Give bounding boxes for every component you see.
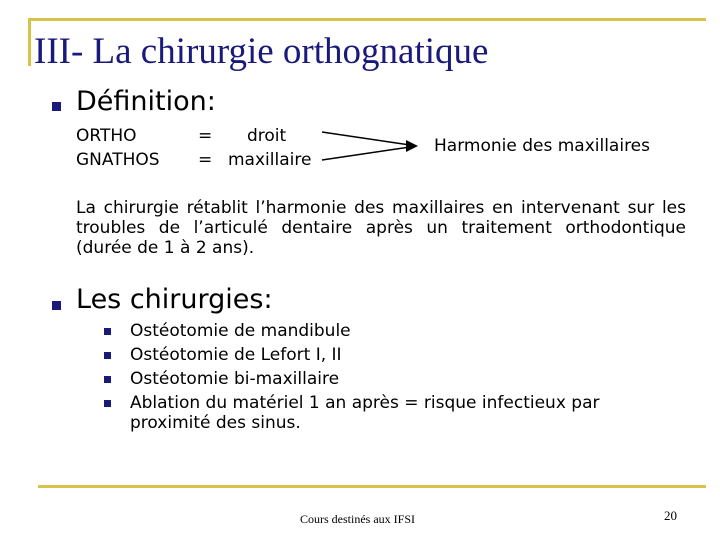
bullet-square-icon [52,301,61,310]
gnathos-equals: = [198,150,213,170]
surgeries-heading: Les chirurgies: [76,284,273,315]
gnathos-term: GNATHOS [76,150,160,170]
list-item: Ostéotomie de Lefort I, II [130,345,342,365]
frame-top-border [28,18,706,21]
page-number: 20 [664,508,677,523]
list-item: Ablation du matériel 1 an après = risque infectieux par [130,393,600,413]
slide-title: III- La chirurgie orthognatique [34,31,489,72]
footer-note: Cours destinés aux IFSI [300,512,415,526]
definition-paragraph: La chirurgie rétablit l’harmonie des maxillaires en intervenant sur les troubles de l’articulé dentaire après un traitement orthodontique (durée de 1 à 2 ans). [76,198,686,258]
arrows-icon [318,128,422,164]
footer-divider [38,485,706,488]
gnathos-meaning: maxillaire [228,150,312,170]
frame-left-border [28,18,31,66]
ortho-term: ORTHO [76,126,137,146]
bullet-square-icon [52,102,61,111]
list-item: Ostéotomie de mandibule [130,321,351,341]
list-item: Ostéotomie bi-maxillaire [130,369,340,389]
sub-bullet-icon [104,376,111,383]
definition-heading: Définition: [76,86,216,117]
ortho-equals: = [198,126,213,146]
sub-bullet-icon [104,352,111,359]
sub-bullet-icon [104,400,111,407]
list-item-continuation: proximité des sinus. [130,413,301,433]
sub-bullet-icon [104,328,111,335]
ortho-meaning: droit [247,126,287,146]
harmony-result: Harmonie des maxillaires [434,136,651,156]
